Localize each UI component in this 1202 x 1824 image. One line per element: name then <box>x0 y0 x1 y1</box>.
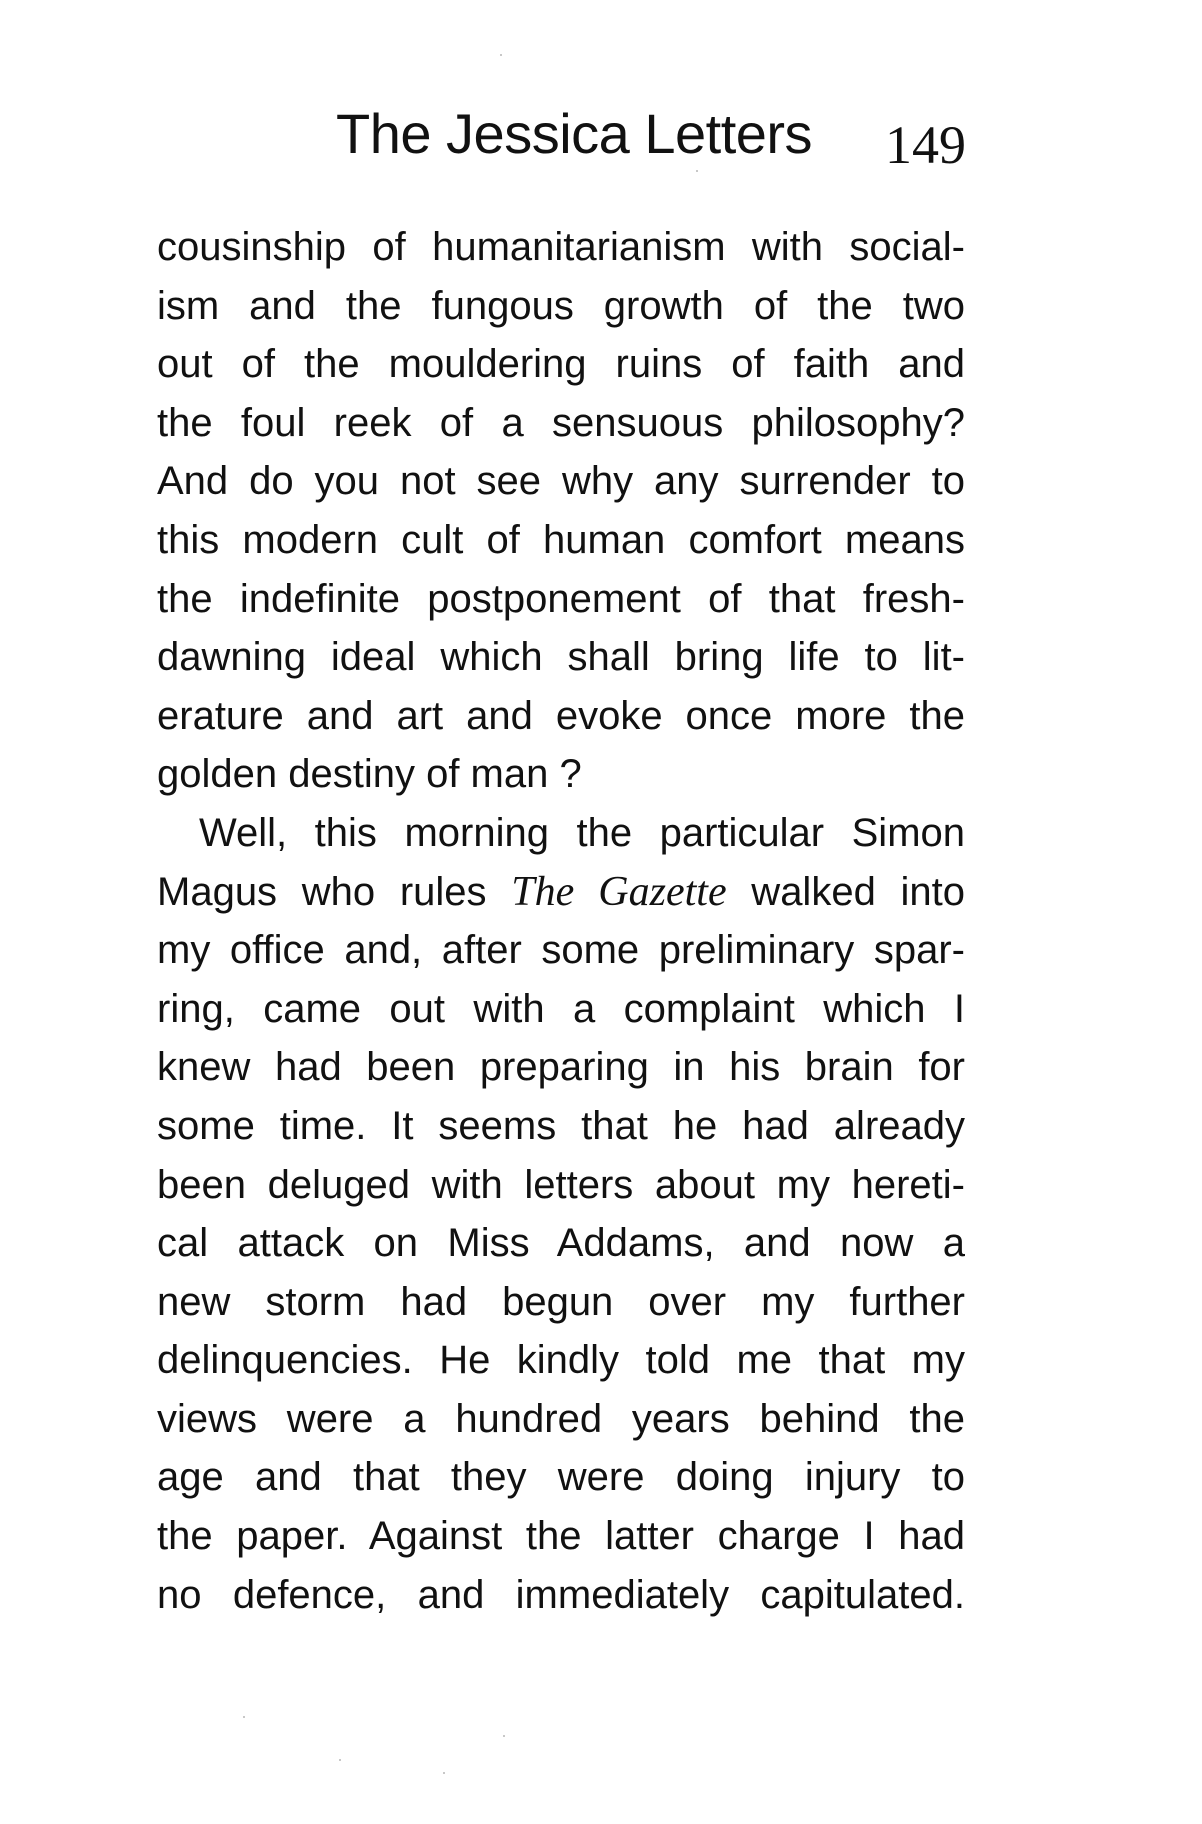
page-number: 149 <box>885 115 966 175</box>
text-line: erature and art and evoke once more the <box>157 693 965 738</box>
text-line: some time. It seems that he had already <box>157 1103 965 1148</box>
text-line: no defence, and immediately capitulated. <box>157 1572 965 1617</box>
text-line: And do you not see why any surrender to <box>157 459 965 504</box>
text-line: this modern cult of human comfort means <box>157 517 965 562</box>
text-line: ring, came out with a complaint which I <box>157 986 965 1031</box>
paper-speck <box>500 54 502 56</box>
text-line: been deluged with letters about my hereti- <box>157 1162 965 1207</box>
paper-speck <box>243 1716 245 1718</box>
running-title: The Jessica Letters <box>336 102 813 165</box>
text-line: out of the mouldering ruins of faith and <box>157 342 965 387</box>
text-line: the foul reek of a sensuous philosophy? <box>157 400 965 445</box>
text-line: Well, this morning the particular Simon <box>199 810 965 855</box>
text-line: delinquencies. He kindly told me that my <box>157 1338 965 1383</box>
text-line: cousinship of humanitarianism with social- <box>157 225 965 269</box>
text-line: golden destiny of man ? <box>157 752 582 797</box>
text-line <box>157 863 965 922</box>
newspaper-title: The Gazette <box>511 868 727 915</box>
text-line: age and that they were doing injury to <box>157 1455 965 1500</box>
text-line: the indefinite postponement of that fresh- <box>157 576 965 621</box>
text-line: new storm had begun over my further <box>157 1279 965 1324</box>
text-line: the paper. Against the latter charge I had <box>157 1514 965 1559</box>
paper-speck <box>339 1759 341 1761</box>
paper-speck <box>696 170 698 172</box>
text-line: my office and, after some preliminary spar- <box>157 928 965 973</box>
text-line: ism and the fungous growth of the two <box>157 283 965 328</box>
text-line: dawning ideal which shall bring life to lit- <box>157 635 965 680</box>
line-text-before: Magus who rules <box>157 869 512 914</box>
body-text <box>157 218 965 1624</box>
line-text-after: walked into <box>726 869 966 914</box>
text-line: cal attack on Miss Addams, and now a <box>157 1221 965 1266</box>
text-line: views were a hundred years behind the <box>157 1396 965 1441</box>
text-line: knew had been preparing in his brain for <box>157 1045 965 1090</box>
paper-speck <box>503 1735 505 1737</box>
paper-speck <box>443 1772 445 1774</box>
